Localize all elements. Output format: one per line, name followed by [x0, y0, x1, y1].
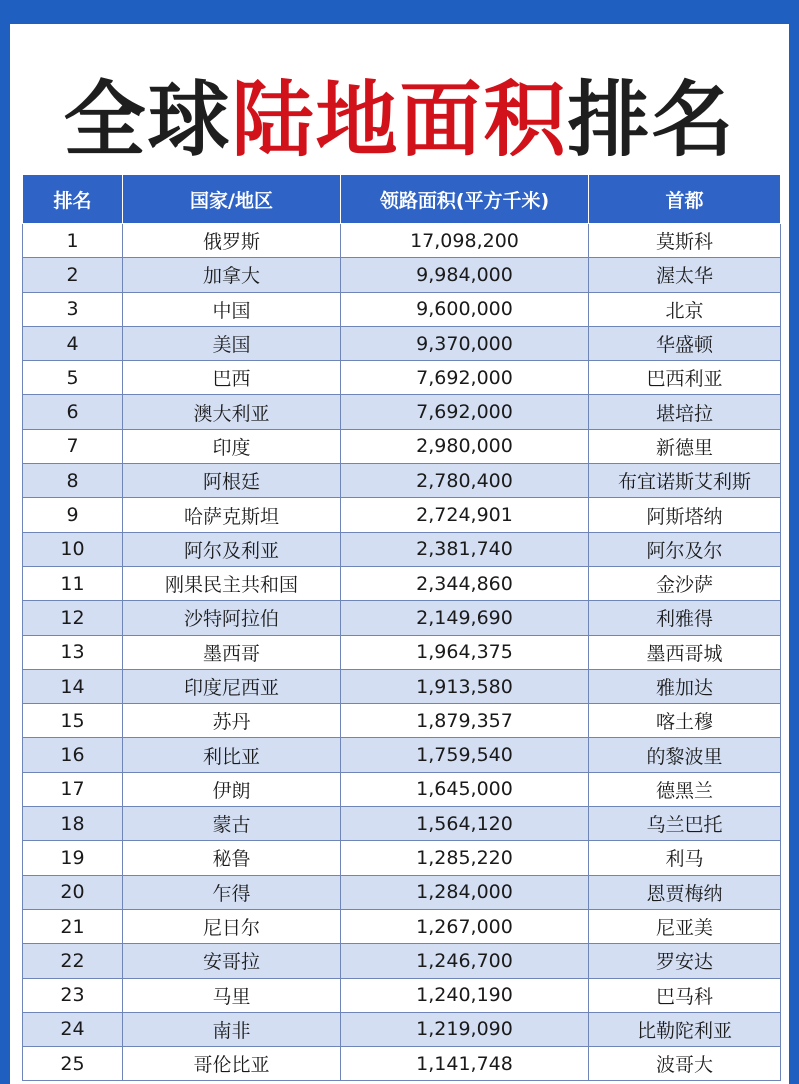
cell-rank: 20	[23, 875, 123, 909]
cell-capital: 利雅得	[589, 601, 781, 635]
cell-area: 1,564,120	[341, 807, 589, 841]
cell-capital: 金沙萨	[589, 566, 781, 600]
table-row	[23, 326, 781, 360]
cell-country: 蒙古	[123, 807, 341, 841]
cell-rank: 10	[23, 532, 123, 566]
cell-rank: 22	[23, 944, 123, 978]
cell-area: 2,980,000	[341, 429, 589, 463]
cell-area: 2,344,860	[341, 566, 589, 600]
cell-rank: 18	[23, 807, 123, 841]
title-highlight: 陆地面积	[231, 73, 568, 168]
page-title	[10, 66, 789, 176]
table-row	[23, 875, 781, 909]
header-country: 国家/地区	[123, 175, 341, 224]
table-row	[23, 669, 781, 703]
cell-area: 1,267,000	[341, 909, 589, 943]
cell-country: 利比亚	[123, 738, 341, 772]
table-row	[23, 635, 781, 669]
ranking-table	[22, 174, 781, 1081]
cell-area: 7,692,000	[341, 361, 589, 395]
cell-country: 中国	[123, 292, 341, 326]
cell-country: 苏丹	[123, 704, 341, 738]
header-capital: 首都	[589, 175, 781, 224]
table-row	[23, 704, 781, 738]
content-card	[10, 24, 789, 1084]
cell-capital: 巴马科	[589, 978, 781, 1012]
cell-rank: 4	[23, 326, 123, 360]
cell-rank: 7	[23, 429, 123, 463]
cell-rank: 5	[23, 361, 123, 395]
cell-area: 2,381,740	[341, 532, 589, 566]
cell-capital: 新德里	[589, 429, 781, 463]
table-body	[23, 224, 781, 1081]
cell-area: 1,284,000	[341, 875, 589, 909]
cell-country: 印度尼西亚	[123, 669, 341, 703]
cell-country: 尼日尔	[123, 909, 341, 943]
cell-rank: 14	[23, 669, 123, 703]
cell-country: 印度	[123, 429, 341, 463]
cell-rank: 25	[23, 1047, 123, 1081]
cell-capital: 堪培拉	[589, 395, 781, 429]
cell-area: 1,879,357	[341, 704, 589, 738]
cell-area: 2,724,901	[341, 498, 589, 532]
cell-area: 2,149,690	[341, 601, 589, 635]
cell-rank: 15	[23, 704, 123, 738]
cell-rank: 3	[23, 292, 123, 326]
cell-country: 阿尔及利亚	[123, 532, 341, 566]
cell-capital: 雅加达	[589, 669, 781, 703]
cell-capital: 墨西哥城	[589, 635, 781, 669]
cell-area: 1,645,000	[341, 772, 589, 806]
cell-rank: 23	[23, 978, 123, 1012]
cell-rank: 9	[23, 498, 123, 532]
cell-rank: 13	[23, 635, 123, 669]
header-area: 领路面积(平方千米)	[341, 175, 589, 224]
cell-country: 加拿大	[123, 258, 341, 292]
cell-country: 哈萨克斯坦	[123, 498, 341, 532]
cell-country: 安哥拉	[123, 944, 341, 978]
cell-country: 伊朗	[123, 772, 341, 806]
cell-area: 1,285,220	[341, 841, 589, 875]
cell-area: 1,759,540	[341, 738, 589, 772]
cell-capital: 莫斯科	[589, 224, 781, 258]
cell-area: 1,913,580	[341, 669, 589, 703]
table-row	[23, 807, 781, 841]
cell-rank: 16	[23, 738, 123, 772]
cell-rank: 1	[23, 224, 123, 258]
cell-rank: 12	[23, 601, 123, 635]
cell-rank: 19	[23, 841, 123, 875]
table-row	[23, 601, 781, 635]
cell-capital: 华盛顿	[589, 326, 781, 360]
table-row	[23, 772, 781, 806]
cell-capital: 巴西利亚	[589, 361, 781, 395]
table-row	[23, 1047, 781, 1081]
cell-area: 1,141,748	[341, 1047, 589, 1081]
table-row	[23, 532, 781, 566]
table-row	[23, 429, 781, 463]
table-row	[23, 1012, 781, 1046]
table-row	[23, 978, 781, 1012]
table-row	[23, 224, 781, 258]
cell-area: 2,780,400	[341, 464, 589, 498]
cell-capital: 尼亚美	[589, 909, 781, 943]
cell-country: 墨西哥	[123, 635, 341, 669]
title-part-2: 排名	[567, 73, 736, 168]
cell-capital: 利马	[589, 841, 781, 875]
cell-capital: 渥太华	[589, 258, 781, 292]
cell-capital: 德黑兰	[589, 772, 781, 806]
cell-area: 7,692,000	[341, 395, 589, 429]
table-row	[23, 841, 781, 875]
cell-capital: 喀土穆	[589, 704, 781, 738]
cell-area: 1,246,700	[341, 944, 589, 978]
cell-capital: 波哥大	[589, 1047, 781, 1081]
cell-capital: 北京	[589, 292, 781, 326]
table-row	[23, 292, 781, 326]
cell-country: 美国	[123, 326, 341, 360]
table-row	[23, 566, 781, 600]
cell-country: 澳大利亚	[123, 395, 341, 429]
cell-rank: 21	[23, 909, 123, 943]
cell-capital: 乌兰巴托	[589, 807, 781, 841]
table-row	[23, 498, 781, 532]
table-row	[23, 258, 781, 292]
cell-area: 9,370,000	[341, 326, 589, 360]
cell-country: 刚果民主共和国	[123, 566, 341, 600]
cell-country: 沙特阿拉伯	[123, 601, 341, 635]
cell-rank: 8	[23, 464, 123, 498]
cell-rank: 6	[23, 395, 123, 429]
cell-capital: 罗安达	[589, 944, 781, 978]
cell-capital: 阿尔及尔	[589, 532, 781, 566]
cell-country: 俄罗斯	[123, 224, 341, 258]
cell-area: 1,219,090	[341, 1012, 589, 1046]
table-row	[23, 909, 781, 943]
cell-country: 乍得	[123, 875, 341, 909]
cell-rank: 24	[23, 1012, 123, 1046]
cell-area: 17,098,200	[341, 224, 589, 258]
cell-capital: 比勒陀利亚	[589, 1012, 781, 1046]
cell-capital: 的黎波里	[589, 738, 781, 772]
cell-capital: 布宜诺斯艾利斯	[589, 464, 781, 498]
header-rank: 排名	[23, 175, 123, 224]
cell-country: 秘鲁	[123, 841, 341, 875]
cell-country: 南非	[123, 1012, 341, 1046]
table-row	[23, 464, 781, 498]
cell-rank: 17	[23, 772, 123, 806]
cell-area: 9,984,000	[341, 258, 589, 292]
cell-area: 9,600,000	[341, 292, 589, 326]
cell-rank: 2	[23, 258, 123, 292]
cell-country: 阿根廷	[123, 464, 341, 498]
table-row	[23, 944, 781, 978]
table-row	[23, 738, 781, 772]
table-row	[23, 395, 781, 429]
cell-capital: 恩贾梅纳	[589, 875, 781, 909]
cell-rank: 11	[23, 566, 123, 600]
cell-capital: 阿斯塔纳	[589, 498, 781, 532]
table-row	[23, 361, 781, 395]
cell-area: 1,964,375	[341, 635, 589, 669]
cell-country: 巴西	[123, 361, 341, 395]
table-header-row	[23, 175, 781, 224]
title-part-1: 全球	[63, 73, 232, 168]
cell-area: 1,240,190	[341, 978, 589, 1012]
cell-country: 哥伦比亚	[123, 1047, 341, 1081]
cell-country: 马里	[123, 978, 341, 1012]
